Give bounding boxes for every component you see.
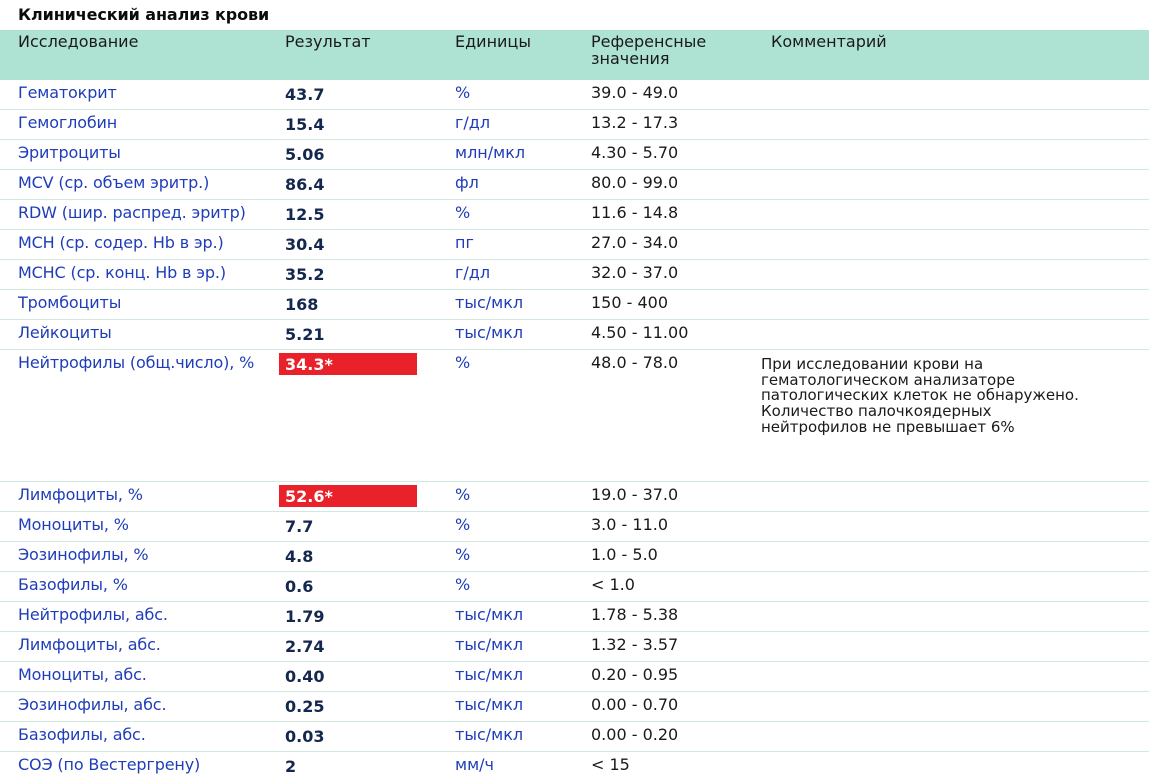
- test-reference: 27.0 - 34.0: [591, 233, 679, 252]
- table-row: [0, 320, 1149, 350]
- test-result: 4.8: [285, 547, 314, 566]
- test-result: 30.4: [285, 235, 325, 254]
- test-name: Лимфоциты, абс.: [18, 635, 161, 654]
- test-reference: 0.00 - 0.70: [591, 695, 679, 714]
- test-units: %: [455, 83, 471, 102]
- results-table: [0, 80, 1149, 782]
- test-reference: 1.78 - 5.38: [591, 605, 679, 624]
- test-units: тыс/мкл: [455, 293, 524, 312]
- table-header: [0, 30, 1149, 80]
- test-result: 0.40: [285, 667, 325, 686]
- test-name: Эритроциты: [18, 143, 121, 162]
- header-units: Единицы: [455, 32, 531, 51]
- test-comment: При исследовании крови на гематологическом анализаторе патологических клеток не обнаружено. Количество палочкоядерных нейтрофилов не превышает 6%: [761, 355, 1079, 436]
- table-row: [0, 260, 1149, 290]
- test-name: MCHC (ср. конц. Hb в эр.): [18, 263, 226, 282]
- test-reference: 13.2 - 17.3: [591, 113, 679, 132]
- test-result: 2.74: [285, 637, 325, 656]
- test-units: тыс/мкл: [455, 725, 524, 744]
- test-reference: 4.50 - 11.00: [591, 323, 689, 342]
- test-reference: 48.0 - 78.0: [591, 353, 679, 372]
- test-name: Эозинофилы, %: [18, 545, 149, 564]
- table-row: [0, 350, 1149, 482]
- table-row: [0, 170, 1149, 200]
- test-name: MCV (ср. объем эритр.): [18, 173, 210, 192]
- test-reference: 4.30 - 5.70: [591, 143, 679, 162]
- test-result: 0.25: [285, 697, 325, 716]
- test-name: Гематокрит: [18, 83, 117, 102]
- table-row: [0, 290, 1149, 320]
- test-units: тыс/мкл: [455, 323, 524, 342]
- table-row: [0, 200, 1149, 230]
- test-units: %: [455, 515, 471, 534]
- test-units: пг: [455, 233, 474, 252]
- header-result: Результат: [285, 32, 371, 51]
- table-row: [0, 230, 1149, 260]
- test-units: %: [455, 203, 471, 222]
- table-row: [0, 80, 1149, 110]
- test-name: MCH (ср. содер. Hb в эр.): [18, 233, 224, 252]
- test-result: 2: [285, 757, 297, 776]
- test-reference: < 15: [591, 755, 630, 774]
- test-name: Лимфоциты, %: [18, 485, 143, 504]
- test-result: 15.4: [285, 115, 325, 134]
- test-units: %: [455, 575, 471, 594]
- table-row: [0, 722, 1149, 752]
- test-units: г/дл: [455, 113, 491, 132]
- test-reference: < 1.0: [591, 575, 635, 594]
- test-reference: 11.6 - 14.8: [591, 203, 679, 222]
- test-result: 12.5: [285, 205, 325, 224]
- table-row: [0, 140, 1149, 170]
- table-row: [0, 542, 1149, 572]
- test-reference: 32.0 - 37.0: [591, 263, 679, 282]
- test-reference: 19.0 - 37.0: [591, 485, 679, 504]
- table-row: [0, 482, 1149, 512]
- test-name: Моноциты, %: [18, 515, 129, 534]
- table-row: [0, 572, 1149, 602]
- header-name: Исследование: [18, 32, 139, 51]
- table-row: [0, 632, 1149, 662]
- test-units: тыс/мкл: [455, 635, 524, 654]
- test-name: Нейтрофилы, абс.: [18, 605, 168, 624]
- test-result-flagged: 52.6*: [279, 485, 417, 507]
- test-result: 0.6: [285, 577, 314, 596]
- table-row: [0, 692, 1149, 722]
- test-reference: 80.0 - 99.0: [591, 173, 679, 192]
- test-reference: 150 - 400: [591, 293, 669, 312]
- test-name: Базофилы, абс.: [18, 725, 146, 744]
- test-units: млн/мкл: [455, 143, 526, 162]
- test-result-flagged: 34.3*: [279, 353, 417, 375]
- test-units: %: [455, 545, 471, 564]
- test-reference: 39.0 - 49.0: [591, 83, 679, 102]
- table-row: [0, 662, 1149, 692]
- test-result: 5.06: [285, 145, 325, 164]
- test-result: 35.2: [285, 265, 325, 284]
- test-name: Моноциты, абс.: [18, 665, 147, 684]
- test-name: СОЭ (по Вестергрену): [18, 755, 201, 774]
- test-result: 7.7: [285, 517, 314, 536]
- test-name: Нейтрофилы (общ.число), %: [18, 353, 255, 372]
- test-units: %: [455, 353, 471, 372]
- test-result: 43.7: [285, 85, 325, 104]
- test-name: Лейкоциты: [18, 323, 112, 342]
- test-result: 1.79: [285, 607, 325, 626]
- test-reference: 0.00 - 0.20: [591, 725, 679, 744]
- table-row: [0, 752, 1149, 782]
- table-row: [0, 512, 1149, 542]
- test-units: фл: [455, 173, 479, 192]
- test-result: 168: [285, 295, 319, 314]
- test-result: 0.03: [285, 727, 325, 746]
- test-reference: 1.0 - 5.0: [591, 545, 658, 564]
- test-units: тыс/мкл: [455, 605, 524, 624]
- table-row: [0, 110, 1149, 140]
- test-reference: 1.32 - 3.57: [591, 635, 679, 654]
- test-units: %: [455, 485, 471, 504]
- test-units: мм/ч: [455, 755, 494, 774]
- test-units: тыс/мкл: [455, 695, 524, 714]
- header-comment: Комментарий: [771, 32, 887, 51]
- report-title: Клинический анализ крови: [18, 5, 270, 24]
- test-reference: 3.0 - 11.0: [591, 515, 669, 534]
- test-reference: 0.20 - 0.95: [591, 665, 679, 684]
- header-reference: Референсные значения: [591, 32, 707, 68]
- table-row: [0, 602, 1149, 632]
- test-name: Тромбоциты: [18, 293, 122, 312]
- test-units: тыс/мкл: [455, 665, 524, 684]
- test-name: Эозинофилы, абс.: [18, 695, 167, 714]
- test-result: 86.4: [285, 175, 325, 194]
- test-name: Базофилы, %: [18, 575, 128, 594]
- test-units: г/дл: [455, 263, 491, 282]
- test-result: 5.21: [285, 325, 325, 344]
- test-name: Гемоглобин: [18, 113, 118, 132]
- test-name: RDW (шир. распред. эритр): [18, 203, 246, 222]
